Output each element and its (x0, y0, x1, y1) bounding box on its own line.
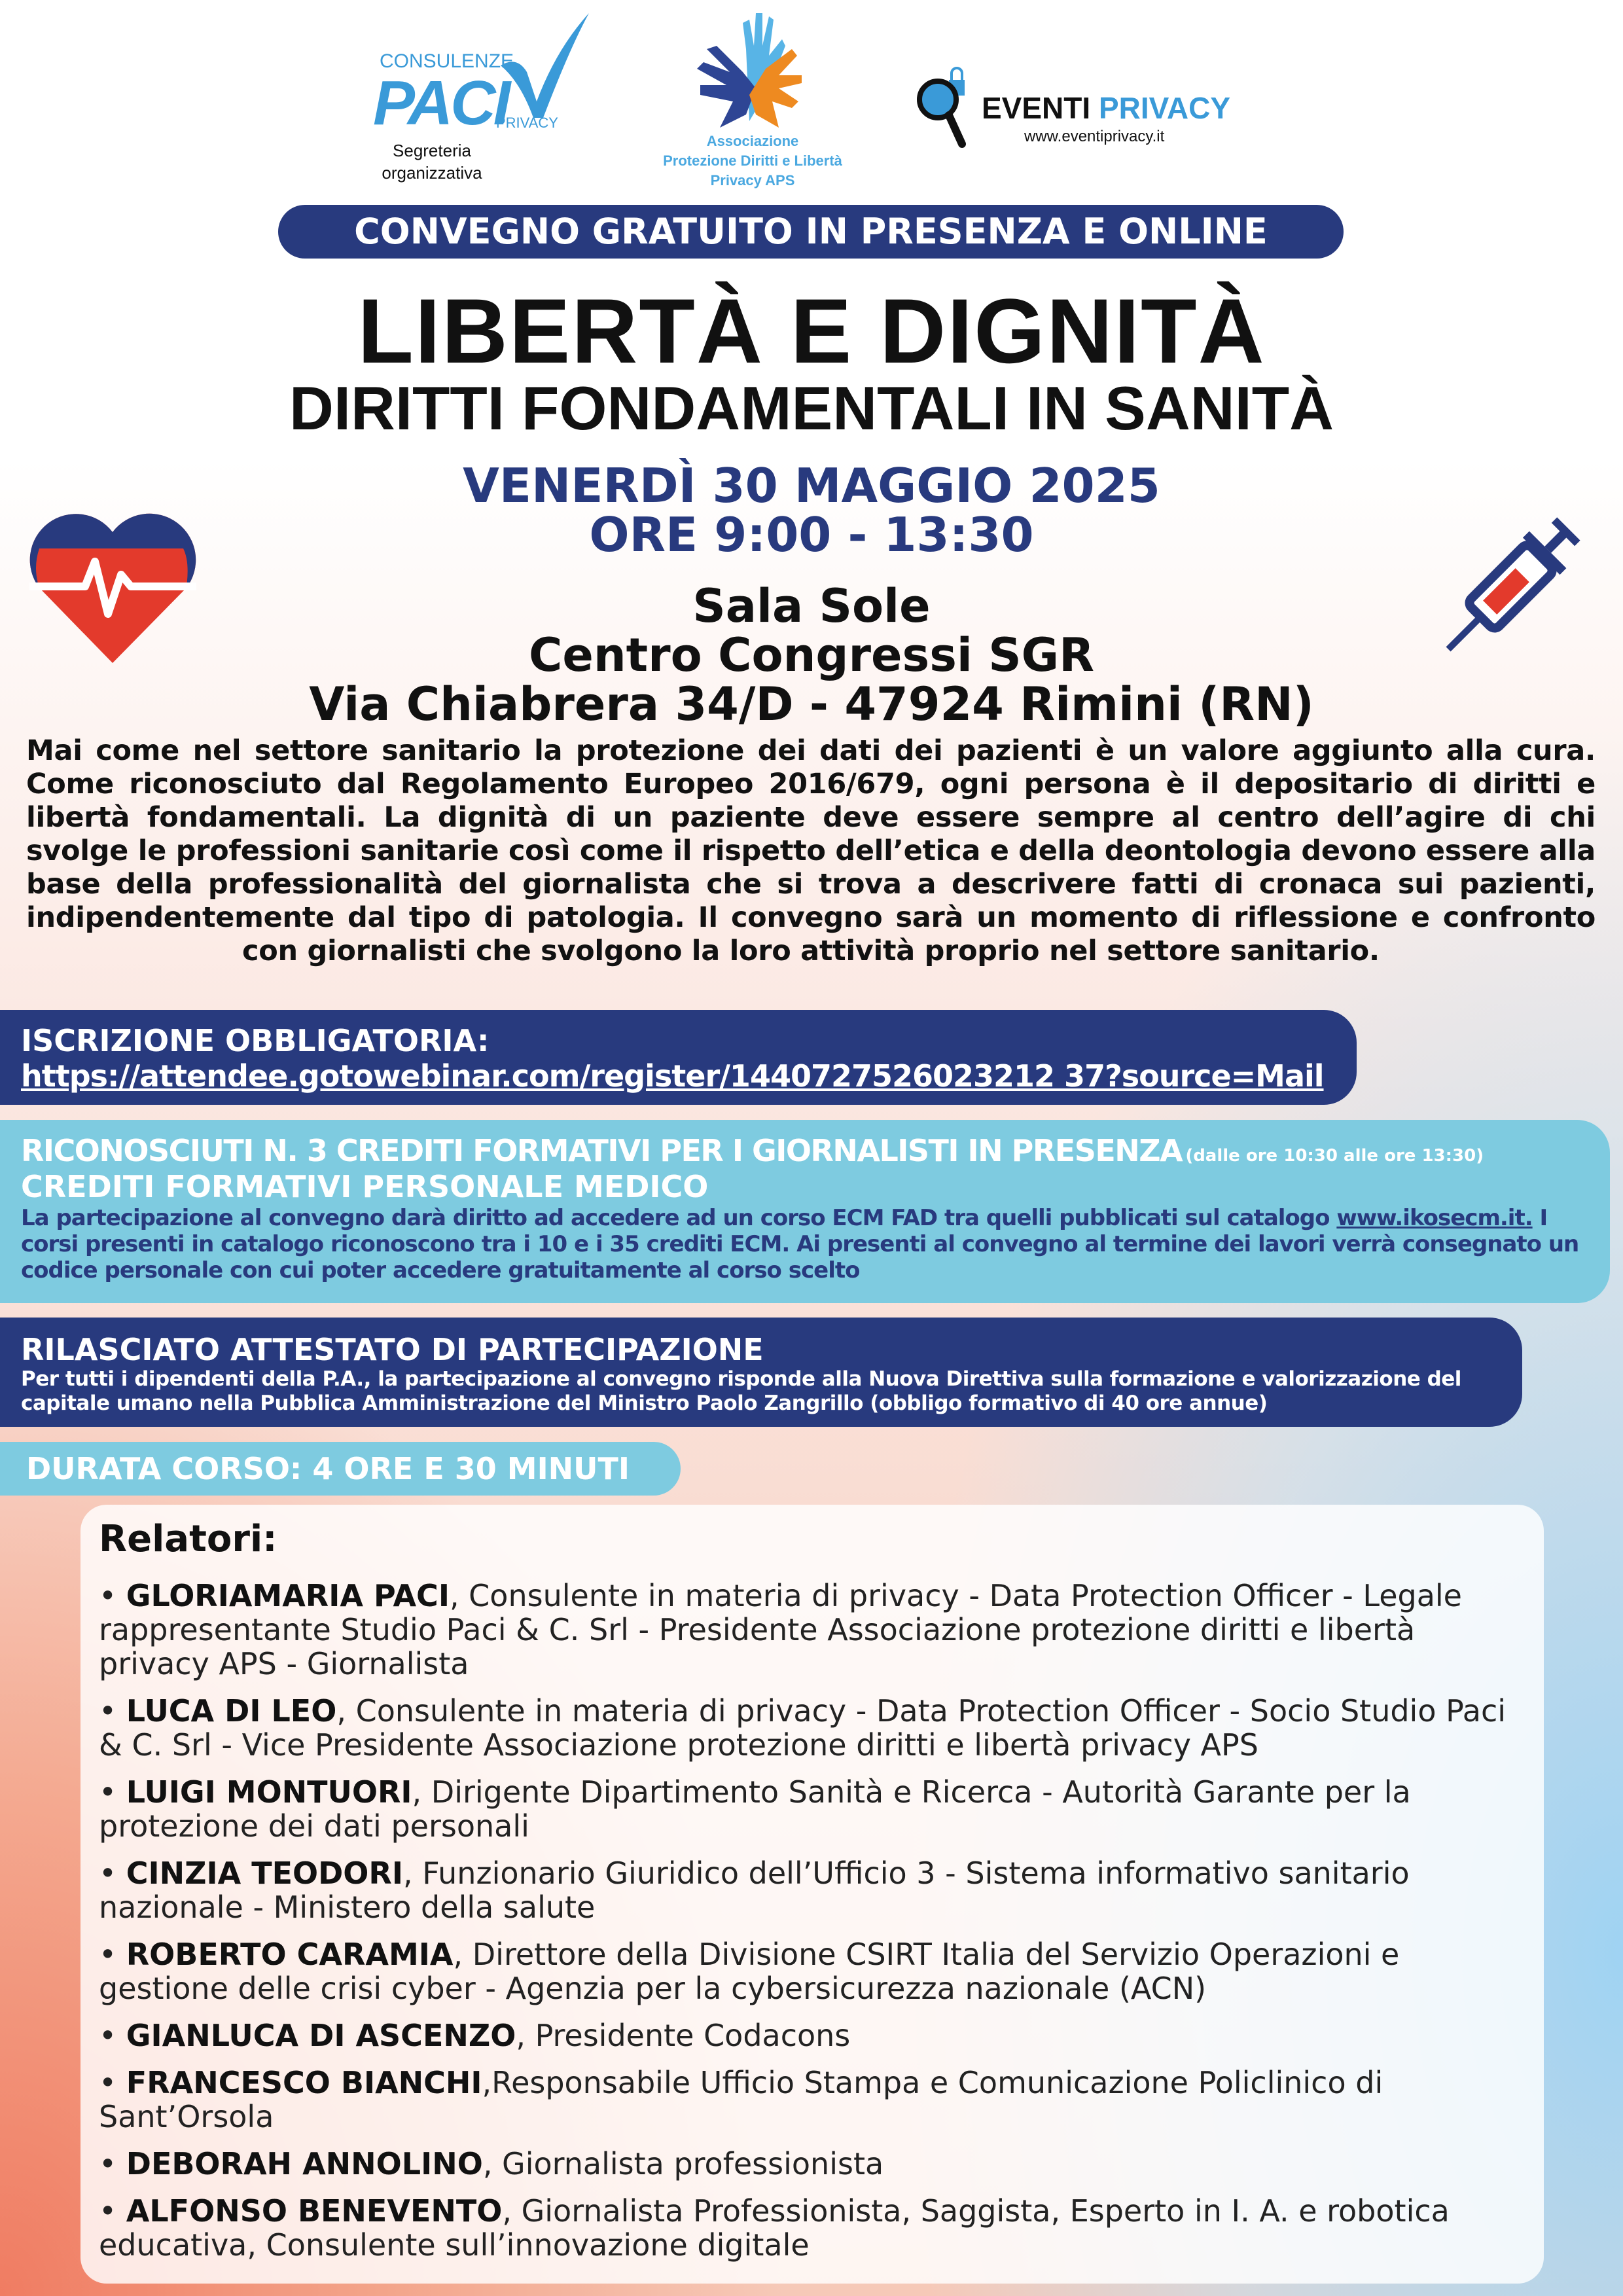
eventi-privacy-url: www.eventiprivacy.it (1024, 128, 1165, 145)
speaker-name: LUIGI MONTUORI (126, 1774, 412, 1810)
magnifier-globe-lock-icon (913, 65, 985, 151)
speaker-role: , Consulente in materia di privacy - Data Protection Officer - Socio Studio Paci & C. Srl - Vice Presidente Associazione protezione diritti e libertà privacy APS (99, 1693, 1507, 1763)
speaker-role: , Direttore della Divisione CSIRT Italia del Servizio Operazioni e gestione delle crisi cyber - Agenzia per la cybersicurezza nazionale (ACN) (99, 1937, 1400, 2006)
credits-heading-note: (dalle ore 10:30 alle ore 13:30) (1185, 1146, 1484, 1166)
speaker-item: • ALFONSO BENEVENTO, Giornalista Professionista, Saggista, Esperto in I. A. e robotica educativa, Consulente sull’innovazione digitale (99, 2193, 1450, 2263)
speaker-name: ALFONSO BENEVENTO (126, 2193, 503, 2229)
speaker-name: GIANLUCA DI ASCENZO (126, 2018, 516, 2053)
speaker-role: , Dirigente Dipartimento Sanità e Ricerca - Autorità Garante per la protezione dei dati personali (99, 1774, 1411, 1844)
paci-logo (373, 10, 596, 187)
speaker-role: , Consulente in materia di privacy - Data Protection Officer - Legale rappresentante Studio Paci & C. Srl - Presidente Associazione protezione diritti e libertà privacy APS - Giornalista (99, 1578, 1462, 1681)
credits-heading-row (21, 1133, 1610, 1168)
speaker-role: , Giornalista professionista (482, 2146, 884, 2181)
credits-text-after: I corsi presenti in catalogo riconoscono tra i 10 e i 35 crediti ECM. Ai presenti al convegno al termine dei lavori verrà consegnato un codice personale con cui poter accedere gratuitamente al corso scelto (21, 1205, 1579, 1283)
hands-icon (694, 10, 812, 128)
speaker-item: • DEBORAH ANNOLINO, Giornalista professionista (99, 2146, 884, 2181)
subtitle: DIRITTI FONDAMENTALI IN SANITÀ (289, 374, 1334, 442)
speaker-item: • ROBERTO CARAMIA, Direttore della Divisione CSIRT Italia del Servizio Operazioni e gestione delle crisi cyber - Agenzia per la cybersicurezza nazionale (ACN) (99, 1937, 1400, 2006)
venue-center: Centro Congressi SGR (529, 628, 1094, 682)
credits-text (21, 1205, 1610, 1283)
ikosecm-link[interactable]: www.ikosecm.it. (1336, 1205, 1533, 1231)
speaker-role: , Funzionario Giuridico dell’Ufficio 3 - Sistema informativo sanitario nazionale - Ministero della salute (99, 1856, 1410, 1925)
registration-box (0, 1010, 1357, 1105)
credits-text-before: La partecipazione al convegno darà diritto ad accedere ad un corso ECM FAD tra quelli pubblicati sul catalogo (21, 1205, 1337, 1231)
speaker-item: • FRANCESCO BIANCHI,Responsabile Ufficio Stampa e Comunicazione Policlinico di Sant’Orsola (99, 2065, 1383, 2134)
registration-link[interactable]: https://attendee.gotowebinar.com/register/1440727526023212 37?source=Mail (21, 1058, 1324, 1094)
speaker-role: , Giornalista Professionista, Saggista, Esperto in I. A. e robotica educativa, Consulente sull’innovazione digitale (99, 2193, 1450, 2263)
speaker-item: • CINZIA TEODORI, Funzionario Giuridico dell’Ufficio 3 - Sistema informativo sanitario nazionale - Ministero della salute (99, 1856, 1410, 1925)
event-type-banner: CONVEGNO GRATUITO IN PRESENZA E ONLINE (278, 205, 1344, 259)
paci-logo-sub: PRIVACY (496, 115, 558, 131)
speaker-role: , Presidente Codacons (516, 2018, 851, 2053)
event-date: VENERDÌ 30 MAGGIO 2025 (463, 458, 1160, 513)
event-description: Mai come nel settore sanitario la protezione dei dati dei pazienti è un valore aggiunto alla cura. Come riconosciuto dal Regolamento Europeo 2016/679, ogni persona è il depositario di diritti e libertà fondamentali. La dignità di un paziente deve essere sempre al centro dell’agire di chi svolge le professioni sanitarie così come il rispetto dell’etica e della deontologia devono essere alla base della professionalità del giornalista che si trova a descrivere fatti di cronaca sui pazienti, indipendentemente dal tipo di patologia. Il convegno sarà un momento di riflessione e confronto con giornalisti che svolgono la loro attività proprio nel settore sanitario. (26, 734, 1596, 967)
speaker-name: LUCA DI LEO (126, 1693, 337, 1729)
speaker-name: GLORIAMARIA PACI (126, 1578, 450, 1613)
speaker-item: • LUCA DI LEO, Consulente in materia di privacy - Data Protection Officer - Socio Studio Paci & C. Srl - Vice Presidente Associazione protezione diritti e libertà privacy APS (99, 1693, 1507, 1763)
main-title: LIBERTÀ E DIGNITÀ (357, 279, 1266, 382)
speakers-list (99, 1579, 1520, 2262)
speaker-role: ,Responsabile Ufficio Stampa e Comunicazione Policlinico di Sant’Orsola (99, 2065, 1383, 2134)
paci-caption-1: Segreteria (393, 141, 471, 160)
associazione-line2: Protezione Diritti e Libertà (663, 152, 842, 169)
speaker-name: DEBORAH ANNOLINO (126, 2146, 483, 2181)
venue-address: Via Chiabrera 34/D - 47924 Rimini (RN) (309, 677, 1314, 731)
paci-logo-main: PACI (373, 68, 508, 138)
duration-text: DURATA CORSO: 4 ORE E 30 MINUTI (26, 1451, 630, 1486)
venue-room: Sala Sole (692, 579, 931, 633)
eventi-privacy-logo (913, 65, 1260, 154)
duration-box (0, 1442, 681, 1496)
speakers-title: Relatori: (99, 1518, 277, 1560)
speaker-item: • LUIGI MONTUORI, Dirigente Dipartimento Sanità e Ricerca - Autorità Garante per la protezione dei dati personali (99, 1774, 1411, 1844)
speaker-name: CINZIA TEODORI (126, 1856, 403, 1891)
certificate-heading: RILASCIATO ATTESTATO DI PARTECIPAZIONE (21, 1332, 764, 1367)
paci-caption-2: organizzativa (382, 163, 482, 183)
credits-box (0, 1120, 1610, 1303)
privacy-word: PRIVACY (1098, 91, 1231, 125)
speaker-item: • GIANLUCA DI ASCENZO, Presidente Codacons (99, 2018, 851, 2053)
certificate-box (0, 1318, 1522, 1427)
registration-label: ISCRIZIONE OBBLIGATORIA: (21, 1023, 490, 1058)
event-time: ORE 9:00 - 13:30 (589, 507, 1034, 562)
paci-logo-top: CONSULENZE (380, 50, 514, 72)
credits-subheading: CREDITI FORMATIVI PERSONALE MEDICO (21, 1169, 709, 1204)
associazione-logo (654, 10, 851, 190)
associazione-line3: Privacy APS (710, 172, 795, 188)
speaker-item: • GLORIAMARIA PACI, Consulente in materia di privacy - Data Protection Officer - Legale rappresentante Studio Paci & C. Srl - Presidente Associazione protezione diritti e libertà privacy APS - Giornalista (99, 1578, 1462, 1681)
speaker-name: ROBERTO CARAMIA (126, 1937, 454, 1972)
speakers-panel (80, 1505, 1544, 2284)
eventi-privacy-wordmark (982, 90, 1230, 126)
credits-heading: RICONOSCIUTI N. 3 CREDITI FORMATIVI PER I GIORNALISTI IN PRESENZA (21, 1133, 1183, 1168)
eventi-word: EVENTI (982, 91, 1091, 125)
speaker-name: FRANCESCO BIANCHI (126, 2065, 482, 2100)
associazione-line1: Associazione (706, 133, 799, 149)
certificate-text: Per tutti i dipendenti della P.A., la partecipazione al convegno risponde alla Nuova Direttiva sulla formazione e valorizzazione del capitale umano nella Pubblica Amministrazione del Ministro Paolo Zangrillo (obbligo formativo di 40 ore annue) (21, 1367, 1461, 1415)
